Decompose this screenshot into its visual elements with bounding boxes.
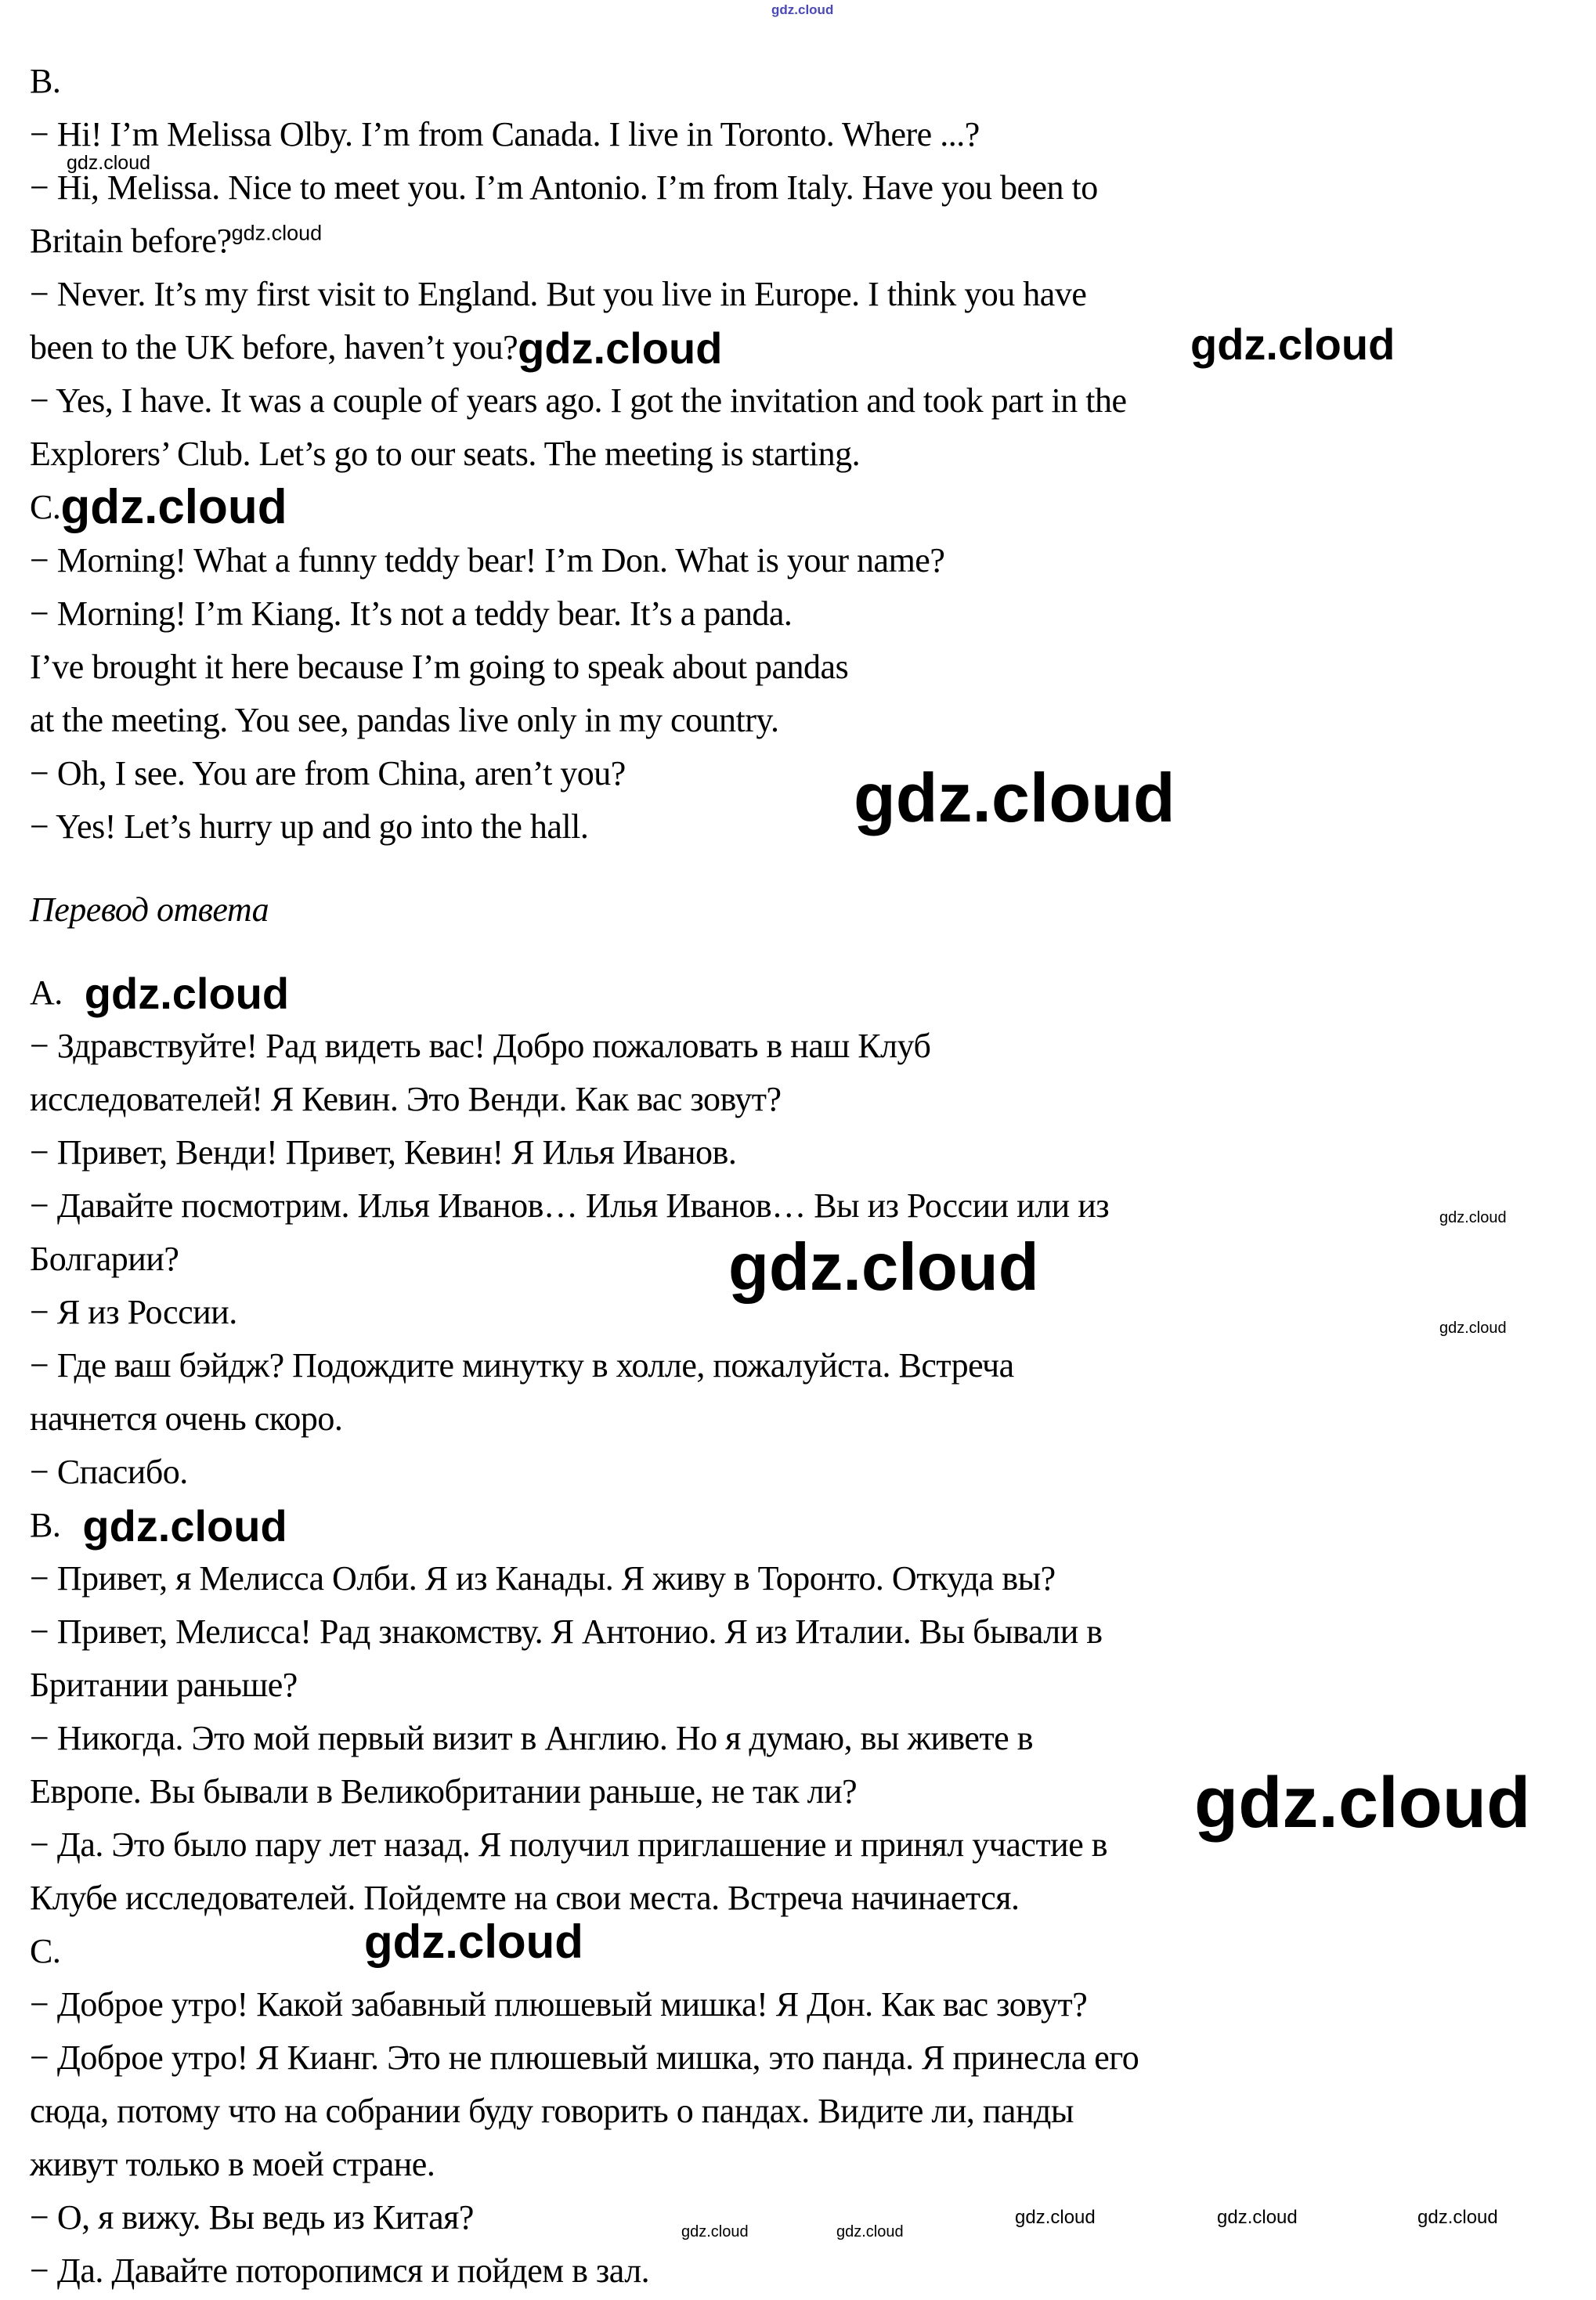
gdz-cloud-watermark: gdz.cloud: [1015, 2207, 1096, 2228]
line-text: − Yes! Let’s hurry up and go into the hall.: [30, 807, 589, 846]
text-line: [30, 587, 1565, 641]
gdz-cloud-watermark: gdz.cloud: [518, 323, 723, 373]
line-text: − Привет, Венди! Привет, Кевин! Я Илья Иванов.: [30, 1133, 737, 1172]
line-text: − Да. Это было пару лет назад. Я получил приглашение и принял участие в: [30, 1825, 1108, 1864]
text-line: [30, 2031, 1565, 2085]
text-line: [30, 1978, 1565, 2031]
text-line: [30, 2085, 1565, 2138]
line-text: Клубе исследователей. Пойдемте на свои места. Встреча начинается.: [30, 1879, 1020, 1917]
line-text: C.: [30, 488, 61, 526]
gdz-cloud-watermark: gdz.cloud: [231, 221, 323, 245]
gdz-cloud-watermark: gdz.cloud: [84, 969, 290, 1018]
text-line: [30, 161, 1565, 215]
line-text: − Спасибо.: [30, 1453, 188, 1491]
line-text: − Morning! I’m Kiang. It’s not a teddy bear. It’s a panda.: [30, 594, 793, 633]
text-line: [30, 1179, 1565, 1233]
line-text: I’ve brought it here because I’m going to speak about pandas: [30, 648, 849, 686]
line-text: − Never. It’s my first visit to England. But you live in Europe. I think you have: [30, 275, 1087, 313]
text-line: [30, 108, 1565, 161]
text-line: [30, 800, 1565, 854]
line-text: исследователей! Я Кевин. Это Венди. Как вас зовут?: [30, 1080, 782, 1118]
gdz-cloud-watermark: gdz.cloud: [1217, 2207, 1298, 2228]
text-line: [30, 1872, 1565, 1925]
line-text: − Привет, я Мелисса Олби. Я из Канады. Я живу в Торонто. Откуда вы?: [30, 1559, 1056, 1598]
text-line: [30, 1499, 1565, 1552]
line-text: − Доброе утро! Какой забавный плюшевый мишка! Я Дон. Как вас зовут?: [30, 1985, 1088, 2024]
text-line: [30, 534, 1565, 587]
text-line: [30, 428, 1565, 481]
text-line: [30, 2138, 1565, 2191]
gdz-cloud-watermark: gdz.cloud: [771, 2, 834, 17]
gdz-cloud-watermark: gdz.cloud: [728, 1230, 1039, 1305]
line-text: Европе. Вы бывали в Великобритании раньше, не так ли?: [30, 1772, 858, 1811]
text-line: [30, 1446, 1565, 1499]
gdz-cloud-watermark: gdz.cloud: [1417, 2207, 1498, 2228]
line-text: живут только в моей стране.: [30, 2145, 435, 2183]
line-text: − Hi! I’m Melissa Olby. I’m from Canada. I live in Toronto. Where ...?: [30, 115, 980, 153]
line-text: B.: [30, 62, 61, 100]
gdz-cloud-watermark: gdz.cloud: [364, 1915, 583, 1968]
gdz-cloud-watermark: gdz.cloud: [67, 152, 151, 174]
line-text: Britain before?: [30, 222, 232, 260]
line-text: C.: [30, 1932, 61, 1970]
text-line: [30, 883, 1565, 937]
text-line: [30, 641, 1565, 694]
text-line: [30, 1233, 1565, 1286]
line-text: − Hi, Melissa. Nice to meet you. I’m Antonio. I’m from Italy. Have you been to: [30, 168, 1098, 207]
line-text: − Yes, I have. It was a couple of years ago. I got the invitation and took part in the: [30, 381, 1127, 420]
text-line: [30, 1286, 1565, 1339]
text-flow: [30, 55, 1565, 2298]
line-text: Explorers’ Club. Let’s go to our seats. The meeting is starting.: [30, 435, 861, 473]
line-text: been to the UK before, haven’t you?: [30, 328, 518, 366]
line-text: B.: [30, 1506, 61, 1544]
text-line: [30, 694, 1565, 747]
gdz-cloud-watermark: gdz.cloud: [836, 2223, 904, 2240]
text-line: [30, 1605, 1565, 1659]
line-text: at the meeting. You see, pandas live only in my country.: [30, 701, 779, 739]
gdz-cloud-watermark: gdz.cloud: [1190, 320, 1396, 369]
text-line: [30, 215, 1565, 268]
gdz-cloud-watermark: gdz.cloud: [681, 2223, 749, 2240]
text-line: [30, 1392, 1565, 1446]
gdz-cloud-watermark: gdz.cloud: [1439, 1320, 1507, 1337]
line-text: − Morning! What a funny teddy bear! I’m Don. What is your name?: [30, 541, 945, 580]
line-text: A.: [30, 973, 63, 1012]
text-line: [30, 747, 1565, 800]
line-text: − О, я вижу. Вы ведь из Китая?: [30, 2198, 474, 2237]
text-line: [30, 1818, 1565, 1872]
line-text: − Давайте посмотрим. Илья Иванов… Илья Иванов… Вы из России или из: [30, 1186, 1110, 1225]
gdz-cloud-watermark: gdz.cloud: [1194, 1763, 1531, 1843]
line-text: − Здравствуйте! Рад видеть вас! Добро пожаловать в наш Клуб: [30, 1027, 931, 1065]
text-line: [30, 1339, 1565, 1392]
line-text: − Я из России.: [30, 1293, 237, 1331]
line-text: Британии раньше?: [30, 1666, 298, 1704]
text-line: [30, 1073, 1565, 1126]
gdz-cloud-watermark: gdz.cloud: [82, 1501, 287, 1551]
text-line: [30, 321, 1565, 374]
text-line: [30, 1552, 1565, 1605]
text-line: [30, 1020, 1565, 1073]
line-text: Перевод ответа: [30, 890, 269, 929]
text-line: [30, 1765, 1565, 1818]
line-text: − Да. Давайте поторопимся и пойдем в зал.: [30, 2251, 650, 2290]
line-text: − Привет, Мелисса! Рад знакомству. Я Антонио. Я из Италии. Вы бывали в: [30, 1612, 1103, 1651]
gdz-cloud-watermark: gdz.cloud: [854, 759, 1175, 836]
text-line: [30, 1925, 1565, 1978]
line-text: − Oh, I see. You are from China, aren’t you?: [30, 754, 626, 793]
text-line: [30, 1659, 1565, 1712]
line-text: начнется очень скоро.: [30, 1399, 343, 1438]
text-line: [30, 1126, 1565, 1179]
text-line: [30, 1712, 1565, 1765]
text-line: [30, 2244, 1565, 2298]
line-text: Болгарии?: [30, 1240, 179, 1278]
text-line: [30, 2191, 1565, 2244]
text-line: [30, 966, 1565, 1020]
text-line: [30, 268, 1565, 321]
gdz-cloud-watermark: gdz.cloud: [60, 480, 287, 534]
text-line: [30, 55, 1565, 108]
line-text: − Никогда. Это мой первый визит в Англию. Но я думаю, вы живете в: [30, 1719, 1033, 1757]
line-text: − Доброе утро! Я Кианг. Это не плюшевый мишка, это панда. Я принесла его: [30, 2038, 1139, 2077]
text-line: [30, 481, 1565, 534]
line-text: сюда, потому что на собрании буду говорить о пандах. Видите ли, панды: [30, 2092, 1074, 2130]
gdz-cloud-watermark: gdz.cloud: [1439, 1209, 1507, 1226]
line-text: − Где ваш бэйдж? Подождите минутку в холле, пожалуйста. Встреча: [30, 1346, 1014, 1385]
text-line: [30, 374, 1565, 428]
